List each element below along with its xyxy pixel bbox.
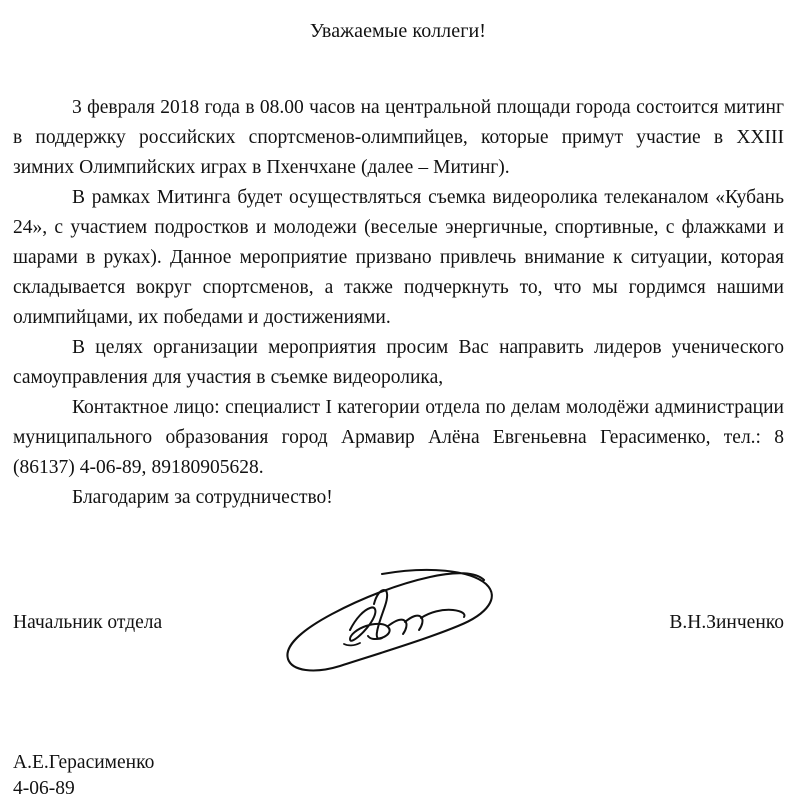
signature-role: Начальник отдела <box>13 612 163 633</box>
paragraph-1: 3 февраля 2018 года в 08.00 часов на центральной площади города состоится митинг в поддержку российских спортсменов-олимпийцев, которые примут участие в XXIII зимних Олимпийских играх в Пхенчхане (далее – Митинг). <box>13 97 784 178</box>
signature-name: В.Н.Зинченко <box>669 612 784 633</box>
executor-name: А.Е.Герасименко <box>13 752 155 773</box>
executor-phone: 4-06-89 <box>13 778 75 799</box>
paragraph-4-contact: Контактное лицо: специалист I категории отдела по делам молодёжи администрации муниципального образования город Армавир Алёна Евгеньевна Герасименко, тел.: 8 (86137) 4-06-89, 89180905628. <box>13 397 784 478</box>
paragraph-3: В целях организации мероприятия просим Вас направить лидеров ученического самоуправления для участия в съемке видеоролика, <box>13 337 784 388</box>
paragraph-2: В рамках Митинга будет осуществляться съемка видеоролика телеканалом «Кубань 24», с участием подростков и молодежи (веселые энергичные, спортивные, с флажками и шарами в руках). Данное мероприятие призвано привлечь внимание к ситуации, которая складывается вокруг спортсменов, а также подчеркнуть то, что мы гордимся нашими олимпийцами, их победами и достижениями. <box>13 187 784 328</box>
executor-block <box>13 750 413 802</box>
paragraph-5-closing: Благодарим за сотрудничество! <box>72 487 333 508</box>
document-body <box>13 93 784 513</box>
page-title: Уважаемые коллеги! <box>309 20 487 42</box>
signature-row <box>13 608 784 638</box>
